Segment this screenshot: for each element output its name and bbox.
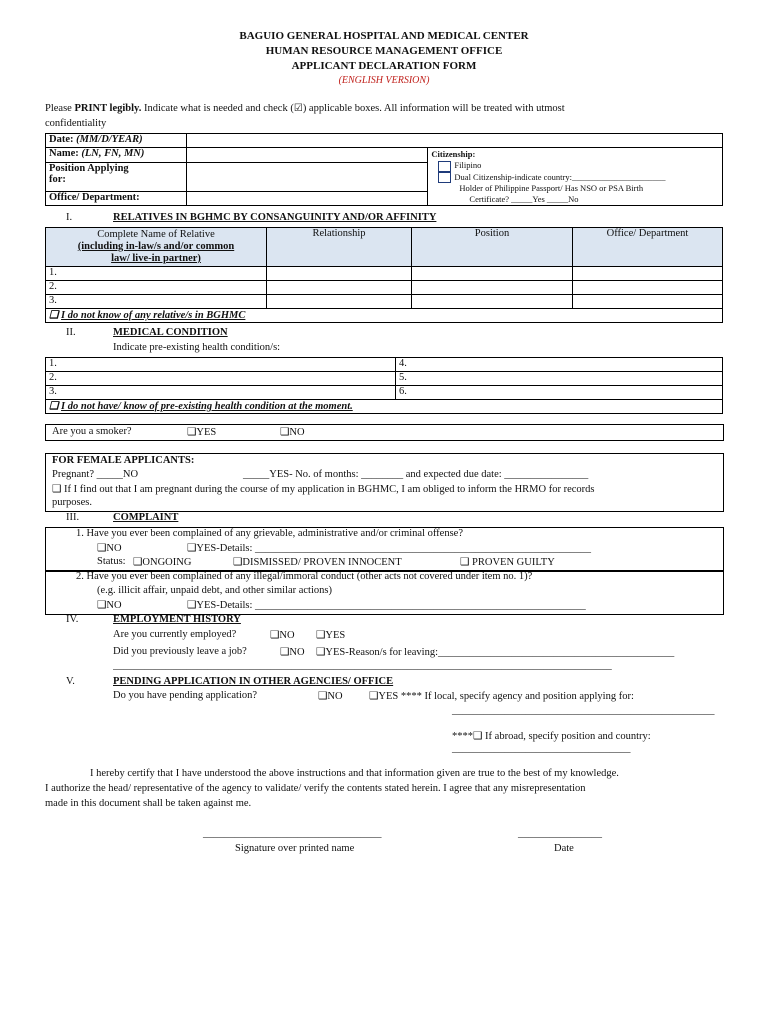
smoker-box: [45, 424, 724, 441]
complaint-q1-no[interactable]: ❑NO: [97, 543, 122, 554]
pending-no[interactable]: ❑NO: [318, 691, 343, 702]
office-field[interactable]: [186, 191, 427, 206]
complaint-q1: 1. Have you ever been complained of any grievable, administrative and/or criminal offense?: [76, 528, 463, 539]
section2-title: MEDICAL CONDITION: [113, 327, 228, 338]
left-job-question: Did you previously leave a job?: [113, 646, 247, 657]
col-relationship: Relationship: [267, 228, 412, 267]
smoker-yes-option[interactable]: ❑YES: [187, 427, 217, 438]
checkbox-icon: ❑: [97, 543, 107, 554]
dual-option[interactable]: Dual Citizenship-indicate country:______________________: [431, 172, 719, 184]
left-job-line[interactable]: _______________________________________________________________________________________________: [113, 660, 612, 671]
holder-line1: Holder of Philippine Passport/ Has NSO or PSA Birth: [459, 183, 644, 194]
checkbox-icon: ❑: [233, 557, 243, 568]
condition-row[interactable]: 1.: [46, 358, 396, 372]
relative-cell[interactable]: [412, 295, 573, 309]
position-field[interactable]: [186, 162, 427, 191]
smoker-question: Are you a smoker?: [52, 426, 132, 437]
relative-cell[interactable]: [267, 281, 412, 295]
instructions: Please PRINT legibly. Indicate what is needed and check (☑) applicable boxes. All information will be treated with utmost: [45, 103, 565, 114]
complaint-q2-yes[interactable]: ❑YES-Details: _______________________________________________________________: [187, 600, 586, 611]
signature-line[interactable]: __________________________________: [203, 828, 382, 839]
left-job-no[interactable]: ❑NO: [280, 647, 305, 658]
instructions-line2: confidentiality: [45, 118, 107, 129]
condition-row[interactable]: 5.: [396, 372, 723, 386]
pregnancy-notice[interactable]: ❑ If I find out that I am pregnant during the course of my application in BGHMC, I am obliged to inform the HRMO for records: [52, 484, 595, 495]
checkbox-icon: ❑: [97, 600, 107, 611]
checkbox-icon: [438, 161, 451, 172]
pending-question: Do you have pending application?: [113, 690, 258, 701]
checkbox-icon: ❑: [280, 647, 290, 658]
employed-yes[interactable]: ❑YES: [316, 630, 346, 641]
checkbox-icon: ❑: [369, 691, 379, 702]
checkbox-icon: ❑: [187, 427, 197, 438]
relative-row[interactable]: 1.: [46, 267, 267, 281]
checkbox-icon: ❑: [133, 557, 143, 568]
relative-cell[interactable]: [573, 267, 723, 281]
signature-label: Signature over printed name: [235, 843, 355, 854]
complaint-q2-example: (e.g. illicit affair, unpaid debt, and other similar actions): [97, 585, 332, 596]
pregnant-no[interactable]: Pregnant? _____NO: [52, 469, 139, 480]
checkbox-icon: ❑: [318, 691, 328, 702]
holder-line2: Certificate? _____Yes _____No: [469, 194, 579, 205]
section1-number: I.: [66, 212, 73, 223]
citizenship-cell: [428, 148, 723, 206]
section2-number: II.: [66, 327, 76, 338]
filipino-option[interactable]: Filipino: [431, 160, 719, 172]
relative-row[interactable]: 2.: [46, 281, 267, 295]
no-relatives-option[interactable]: ❑ I do not know of any relative/s in BGHMC: [46, 309, 723, 323]
smoker-no-option[interactable]: ❑NO: [280, 427, 305, 438]
check-icon: ☑: [293, 103, 303, 114]
complaint-status: Status:: [97, 556, 126, 567]
checkbox-icon: ❑: [49, 310, 59, 321]
section3-title: COMPLAINT: [113, 512, 179, 523]
version-label: (ENGLISH VERSION): [338, 75, 430, 86]
status-guilty[interactable]: ❑ PROVEN GUILTY: [460, 557, 555, 568]
pending-yes[interactable]: ❑YES **** If local, specify agency and position applying for:: [369, 691, 634, 702]
certify-line1: I hereby certify that I have understood the above instructions and that information given are true to the best of my knowledge.: [90, 768, 619, 779]
condition-row[interactable]: 3.: [46, 386, 396, 400]
left-job-yes[interactable]: ❑YES-Reason/s for leaving:_____________________________________________: [316, 647, 675, 658]
relative-cell[interactable]: [412, 281, 573, 295]
pregnancy-notice-2: purposes.: [52, 497, 92, 508]
col-relative-name: Complete Name of Relative (including in-law/s and/or common law/ live-in partner): [46, 228, 267, 267]
condition-row[interactable]: 6.: [396, 386, 723, 400]
relatives-table: [45, 227, 723, 323]
checkbox-icon: ❑: [187, 600, 197, 611]
status-dismissed[interactable]: ❑DISMISSED/ PROVEN INNOCENT: [233, 557, 402, 568]
section2-indicate: Indicate pre-existing health condition/s:: [113, 342, 281, 353]
section4-number: IV.: [66, 614, 79, 625]
position-label: Position Applying for:: [46, 162, 187, 191]
complaint-q1-yes[interactable]: ❑YES-Details: ________________________________________________________________: [187, 543, 592, 554]
abroad-line[interactable]: __________________________________: [452, 743, 631, 754]
date-line[interactable]: ________________: [518, 828, 602, 839]
relative-cell[interactable]: [267, 267, 412, 281]
pregnant-yes[interactable]: _____YES- No. of months: ________ and expected due date: ________________: [243, 469, 589, 480]
local-line[interactable]: __________________________________________________: [452, 705, 715, 716]
relative-row[interactable]: 3.: [46, 295, 267, 309]
no-condition-option[interactable]: ❑ I do not have/ know of pre-existing health condition at the moment.: [46, 400, 723, 414]
female-title: FOR FEMALE APPLICANTS:: [52, 455, 195, 466]
medical-table: [45, 357, 723, 414]
section5-number: V.: [66, 676, 75, 687]
name-field[interactable]: [186, 148, 427, 163]
certify-line3: made in this document shall be taken against me.: [45, 798, 252, 809]
checkbox-icon: ❑: [52, 484, 62, 495]
relative-cell[interactable]: [412, 267, 573, 281]
section5-title: PENDING APPLICATION IN OTHER AGENCIES/ OFFICE: [113, 676, 394, 687]
relative-cell[interactable]: [267, 295, 412, 309]
office-label: Office/ Department:: [46, 191, 187, 206]
relative-cell[interactable]: [573, 281, 723, 295]
checkbox-icon: ❑: [280, 427, 290, 438]
date-label: Date: (MM/D/YEAR): [46, 134, 187, 148]
form-title: APPLICANT DECLARATION FORM: [291, 60, 477, 72]
employed-no[interactable]: ❑NO: [270, 630, 295, 641]
office-name: HUMAN RESOURCE MANAGEMENT OFFICE: [265, 45, 503, 57]
col-position: Position: [412, 228, 573, 267]
section1-title: RELATIVES IN BGHMC BY CONSANGUINITY AND/OR AFFINITY: [113, 212, 437, 223]
relative-cell[interactable]: [573, 295, 723, 309]
condition-row[interactable]: 4.: [396, 358, 723, 372]
checkbox-icon: ❑: [270, 630, 280, 641]
date-field[interactable]: [186, 134, 722, 148]
checkbox-icon: ❑: [460, 557, 470, 568]
certify-line2: I authorize the head/ representative of the agency to validate/ verify the contents stated herein. I agree that any misrepresentation: [45, 783, 586, 794]
personal-info-table: [45, 133, 723, 206]
section3-number: III.: [66, 512, 80, 523]
employed-question: Are you currently employed?: [113, 629, 237, 640]
checkbox-icon: ❑: [187, 543, 197, 554]
complaint-q2: 2. Have you ever been complained of any illegal/immoral conduct (other acts not covered under item no. 1)?: [76, 571, 533, 582]
abroad-option[interactable]: ****❑ If abroad, specify position and country:: [452, 731, 651, 742]
status-ongoing[interactable]: ❑ONGOING: [133, 557, 192, 568]
condition-row[interactable]: 2.: [46, 372, 396, 386]
complaint-q2-no[interactable]: ❑NO: [97, 600, 122, 611]
citizenship-label: Citizenship:: [431, 149, 476, 159]
checkbox-icon: ❑: [316, 630, 326, 641]
section4-title: EMPLOYMENT HISTORY: [113, 614, 241, 625]
checkbox-icon: [438, 172, 451, 183]
checkbox-icon: ❑: [49, 401, 59, 412]
hospital-name: BAGUIO GENERAL HOSPITAL AND MEDICAL CENTER: [239, 30, 529, 42]
checkbox-icon: ❑: [473, 731, 483, 742]
date-label: Date: [554, 843, 574, 854]
name-label: Name: (LN, FN, MN): [46, 148, 187, 163]
checkbox-icon: ❑: [316, 647, 326, 658]
col-office: Office/ Department: [573, 228, 723, 267]
